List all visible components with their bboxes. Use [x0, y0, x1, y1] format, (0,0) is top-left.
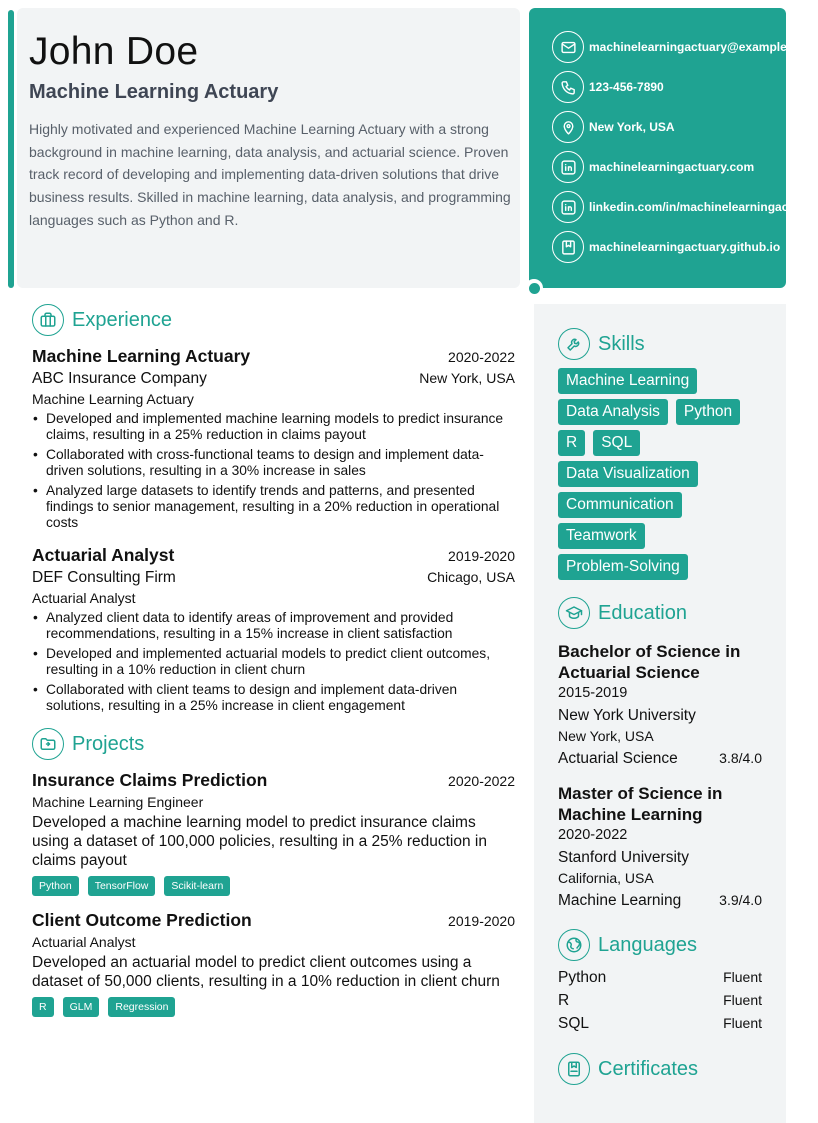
contact-linkedin[interactable]	[552, 191, 818, 223]
project-tags	[32, 997, 515, 1017]
contact-phone-text: 123-456-7890	[589, 80, 664, 94]
project-description: Developed an actuarial model to predict client outcomes using a dataset of 50,000 clients, resulting in a 10% reduction in client churn	[32, 954, 500, 990]
skills-title: Skills	[598, 332, 645, 355]
main-column	[32, 304, 515, 1017]
job-location: Chicago, USA	[427, 569, 515, 585]
school-location: New York, USA	[558, 728, 654, 744]
project-item	[32, 770, 515, 896]
briefcase-icon	[32, 304, 64, 336]
project-title: Insurance Claims Prediction	[32, 770, 268, 790]
bullet: • Collaborated with cross-functional teams to design and implement data-driven solutions, resulting in a 30% increase in sales	[32, 447, 515, 479]
project-role: Actuarial Analyst	[32, 934, 136, 950]
portfolio-icon	[552, 231, 584, 263]
skill-tag: R	[558, 430, 585, 456]
certificates-header	[558, 1053, 762, 1085]
map-pin-icon	[552, 111, 584, 143]
certificate-icon	[558, 1053, 590, 1085]
field-of-study: Actuarial Science	[558, 749, 678, 767]
degree: Bachelor of Science in Actuarial Science	[558, 642, 741, 682]
header-dot	[525, 279, 543, 297]
school-location: California, USA	[558, 870, 654, 886]
contact-location	[552, 111, 786, 143]
contact-panel	[529, 8, 818, 288]
linkedin-icon	[552, 191, 584, 223]
skill-tag: Communication	[558, 492, 682, 518]
school: New York University	[558, 706, 696, 724]
language-name: Python	[558, 969, 607, 986]
job-date: 2020-2022	[448, 349, 515, 365]
tag: GLM	[63, 997, 100, 1017]
skills-list	[558, 368, 770, 580]
bullet: • Analyzed large datasets to identify trends and patterns, and presented findings to senior management, resulting in a 20% reduction in operational costs	[32, 483, 515, 531]
degree: Master of Science in Machine Learning	[558, 784, 723, 824]
job-role: Actuarial Analyst	[32, 590, 136, 606]
contact-website[interactable]	[552, 151, 786, 183]
tag: R	[32, 997, 54, 1017]
certificates-title: Certificates	[598, 1057, 699, 1080]
education-title: Education	[598, 601, 687, 624]
skill-tag: Problem-Solving	[558, 554, 688, 580]
languages-list	[558, 969, 762, 1038]
tag: Regression	[108, 997, 175, 1017]
language-name: R	[558, 992, 570, 1009]
job-date: 2019-2020	[448, 548, 515, 564]
tag: Scikit-learn	[164, 876, 230, 896]
folder-icon	[32, 728, 64, 760]
skills-header	[558, 328, 762, 360]
contact-github-text: machinelearningactuary.github.io	[589, 240, 781, 254]
header-panel	[17, 8, 520, 288]
job-headline: Machine Learning Actuary	[29, 81, 279, 103]
language-item	[558, 1015, 762, 1038]
contact-github[interactable]	[552, 231, 786, 263]
skill-tag: Machine Learning	[558, 368, 697, 394]
bullet: • Developed and implemented actuarial models to predict client outcomes, resulting in a 10% reduction in client churn	[32, 646, 515, 678]
project-title: Client Outcome Prediction	[32, 910, 252, 930]
globe-icon	[558, 929, 590, 961]
job-bullets	[32, 610, 515, 714]
header-accent-bar	[8, 10, 14, 288]
language-item	[558, 992, 762, 1015]
skill-tag: SQL	[593, 430, 640, 456]
project-description: Developed a machine learning model to predict insurance claims using a dataset of 100,000 policies, resulting in a 25% reduction in claims payout	[32, 814, 487, 869]
bullet: • Developed and implemented machine learning models to predict insurance claims, resulting in a 25% reduction in claims payout	[32, 411, 515, 443]
wrench-icon	[558, 328, 590, 360]
graduation-cap-icon	[558, 597, 590, 629]
summary: Highly motivated and experienced Machine Learning Actuary with a strong background in machine learning, data analysis, and actuarial science. Proven track record of developing and implementing data-driven solutions that drive business results. Skilled in machine learning, data analysis, and programming languages such as Python and R.	[29, 121, 511, 228]
field-of-study: Machine Learning	[558, 891, 682, 909]
gpa: 3.9/4.0	[719, 891, 762, 908]
mail-icon	[552, 31, 584, 63]
projects-header	[32, 728, 515, 760]
education-header	[558, 597, 762, 629]
job-bullets	[32, 411, 515, 531]
tag: Python	[32, 876, 79, 896]
contact-location-text: New York, USA	[589, 120, 675, 134]
job-role: Machine Learning Actuary	[32, 391, 194, 407]
company: DEF Consulting Firm	[32, 569, 176, 586]
contact-phone[interactable]	[552, 71, 786, 103]
job-title: Machine Learning Actuary	[32, 346, 251, 366]
languages-title: Languages	[598, 933, 697, 956]
linkedin-icon	[552, 151, 584, 183]
contact-email-text: machinelearningactuary@example.com	[589, 40, 815, 54]
experience-header	[32, 304, 515, 336]
language-name: SQL	[558, 1015, 590, 1032]
language-item	[558, 969, 762, 992]
school: Stanford University	[558, 848, 689, 866]
experience-item	[32, 346, 515, 531]
name: John Doe	[29, 30, 199, 73]
bullet: • Collaborated with client teams to design and implement data-driven solutions, resulting in a 25% increase in client engagement	[32, 682, 515, 714]
project-date: 2019-2020	[448, 913, 515, 929]
tag: TensorFlow	[88, 876, 156, 896]
bullet: • Analyzed client data to identify areas of improvement and provided recommendations, resulting in a 15% increase in client satisfaction	[32, 610, 515, 642]
project-date: 2020-2022	[448, 773, 515, 789]
experience-item	[32, 545, 515, 714]
language-level: Fluent	[723, 992, 762, 1008]
job-title: Actuarial Analyst	[32, 545, 175, 565]
languages-header	[558, 929, 762, 961]
company: ABC Insurance Company	[32, 370, 207, 387]
education-item	[558, 641, 762, 769]
phone-icon	[552, 71, 584, 103]
skill-tag: Python	[676, 399, 740, 425]
skill-tag: Data Analysis	[558, 399, 668, 425]
contact-linkedin-text: linkedin.com/in/machinelearningactuary	[589, 200, 818, 214]
education-years: 2020-2022	[558, 827, 628, 843]
skill-tag: Teamwork	[558, 523, 645, 549]
projects-title: Projects	[72, 732, 145, 755]
project-role: Machine Learning Engineer	[32, 794, 204, 810]
contact-email[interactable]	[552, 31, 815, 63]
contact-website-text: machinelearningactuary.com	[589, 160, 755, 174]
job-location: New York, USA	[419, 370, 515, 386]
experience-title: Experience	[72, 308, 173, 331]
gpa: 3.8/4.0	[719, 749, 762, 766]
education-item	[558, 783, 762, 911]
project-item	[32, 910, 515, 1017]
project-tags	[32, 876, 515, 896]
language-level: Fluent	[723, 969, 762, 985]
skill-tag: Data Visualization	[558, 461, 698, 487]
language-level: Fluent	[723, 1015, 762, 1031]
sidebar	[534, 304, 786, 1123]
education-years: 2015-2019	[558, 685, 628, 701]
